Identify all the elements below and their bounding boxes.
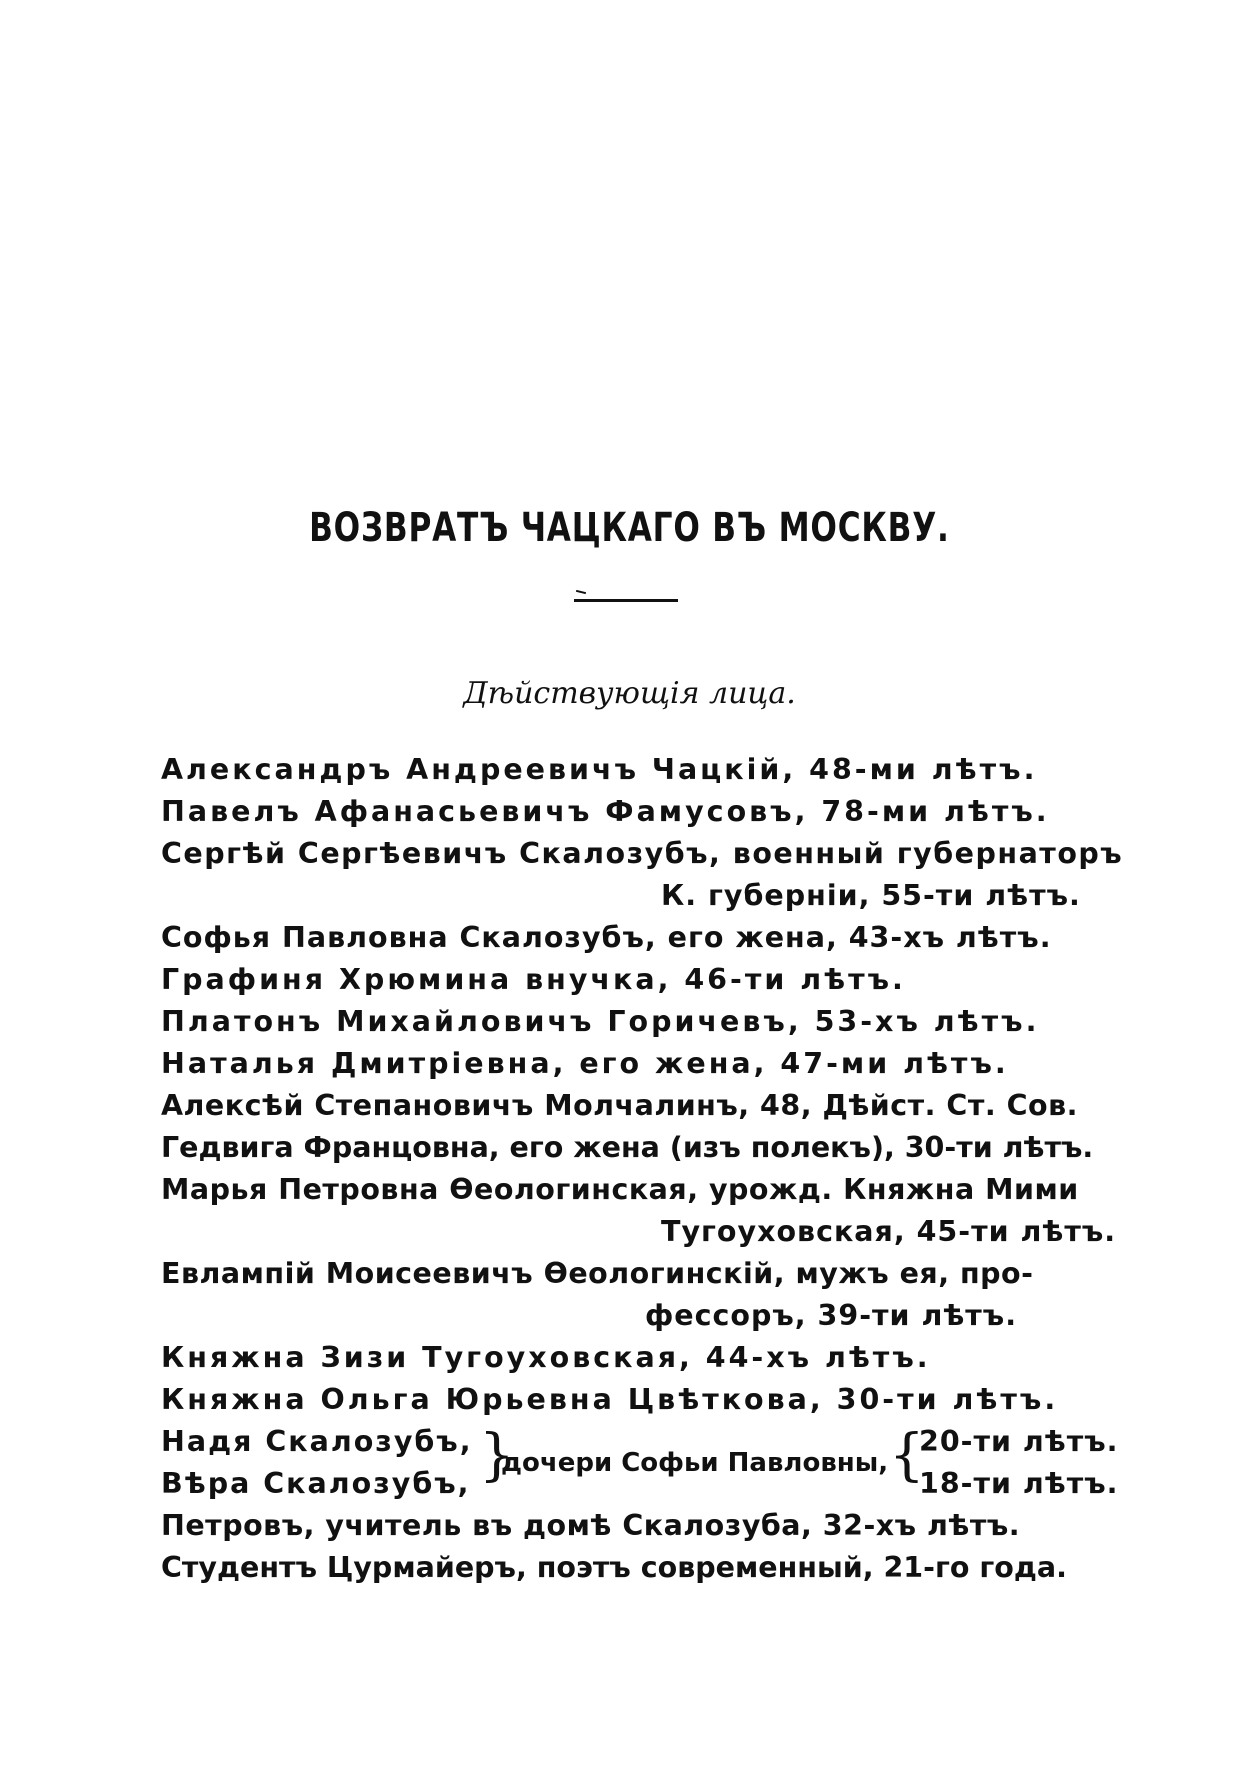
daughter-age-nadya: 20-ти лѣтъ. [919,1425,1119,1458]
cast-line-continuation: Тугоуховская, 45-ти лѣтъ. [661,1215,1117,1248]
daughter-name-nadya: Надя Скалозубъ, [161,1425,473,1458]
cast-line: Софья Павловна Скалозубъ, его жена, 43-хъ лѣтъ. [161,921,1052,954]
left-brace: } [479,1423,515,1488]
cast-line: Марья Петровна Өеологинская, урожд. Княжна Мими [161,1173,1079,1206]
daughter-age-vera: 18-ти лѣтъ. [919,1467,1119,1500]
title-rule [574,599,678,602]
cast-line: Алексѣй Степановичъ Молчалинъ, 48, Дѣйст. Ст. Сов. [161,1089,1078,1122]
cast-line: Наталья Дмитріевна, его жена, 47-ми лѣтъ. [161,1047,1009,1080]
cast-line: Княжна Зизи Тугоуховская, 44-хъ лѣтъ. [161,1341,931,1374]
daughter-name-vera: Вѣра Скалозубъ, [161,1467,471,1500]
cast-line: Гедвига Францовна, его жена (изъ полекъ), 30-ти лѣтъ. [161,1131,1094,1164]
cast-line: Студентъ Цурмайеръ, поэтъ современный, 21-го года. [161,1551,1067,1584]
cast-line: Петровъ, учитель въ домѣ Скалозуба, 32-хъ лѣтъ. [161,1509,1021,1542]
title-rule-tick [576,590,586,594]
cast-line: Графиня Хрюмина внучка, 46-ти лѣтъ. [161,963,906,996]
cast-line: Александръ Андреевичъ Чацкій, 48-ми лѣтъ. [161,753,1038,786]
cast-line: Платонъ Михайловичъ Горичевъ, 53-хъ лѣтъ. [161,1005,1040,1038]
play-title: ВОЗВРАТЪ ЧАЦКАГО ВЪ МОСКВУ. [309,505,950,551]
dramatis-personae-heading: Дѣйствующія лица. [463,676,796,711]
cast-line: Княжна Ольга Юрьевна Цвѣткова, 30-ти лѣтъ. [161,1383,1059,1416]
daughters-relation: дочери Софьи Павловны, [501,1448,889,1478]
right-brace: { [889,1423,925,1488]
cast-line-continuation: К. губерніи, 55-ти лѣтъ. [661,879,1081,912]
cast-line-continuation: фессоръ, 39-ти лѣтъ. [645,1299,1018,1332]
cast-line: Сергѣй Сергѣевичъ Скалозубъ, военный губернаторъ [161,837,1124,870]
cast-line: Павелъ Афанасьевичъ Фамусовъ, 78-ми лѣтъ. [161,795,1050,828]
cast-line: Евлампій Моисеевичъ Өеологинскій, мужъ ея, про- [161,1257,1034,1290]
